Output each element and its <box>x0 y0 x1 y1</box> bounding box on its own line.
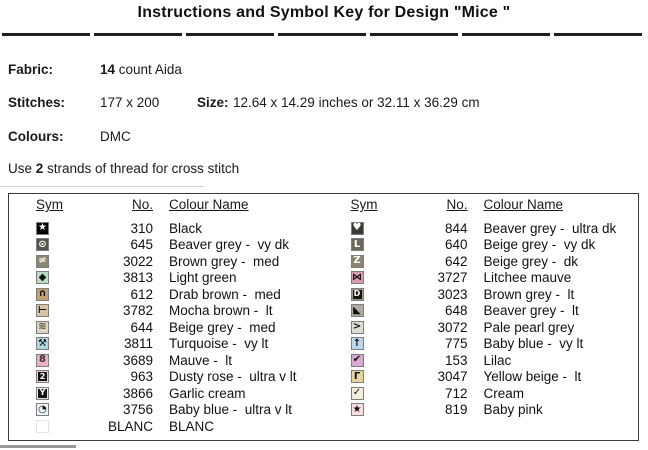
dmc-number: 3813 <box>122 270 153 286</box>
stitch-symbol-swatch: ✔ <box>351 354 364 367</box>
key-row <box>324 402 639 419</box>
strands-instruction <box>8 161 239 176</box>
colour-name: Beaver grey - lt <box>483 303 579 319</box>
dmc-number: 819 <box>444 402 468 418</box>
dmc-number: 3866 <box>122 385 153 401</box>
stitch-symbol-swatch: ◣ <box>351 304 364 317</box>
key-table-right-header <box>324 197 639 212</box>
dmc-number: 712 <box>444 385 468 401</box>
key-row <box>324 237 639 254</box>
stitch-symbol-swatch: ⊢ <box>37 304 48 316</box>
key-row <box>9 336 324 353</box>
col-header-no: No. <box>446 197 468 212</box>
key-row <box>9 402 324 419</box>
colour-name: Cream <box>483 385 525 401</box>
colour-name: Beige grey - dk <box>483 253 579 269</box>
colour-name: Pale pearl grey <box>483 319 575 335</box>
col-header-colour: Colour Name <box>169 197 249 212</box>
key-row <box>324 352 639 369</box>
colour-name: Lilac <box>483 352 512 368</box>
dmc-number: 844 <box>444 220 468 236</box>
colour-name: Brown grey - lt <box>483 286 575 302</box>
stitch-symbol-swatch <box>36 370 49 383</box>
stitch-symbol-swatch: L <box>351 238 364 251</box>
key-row <box>324 319 639 336</box>
stitch-symbol-swatch: Γ <box>351 370 364 383</box>
key-row <box>9 253 324 270</box>
colour-name: Baby blue - vy lt <box>483 336 584 352</box>
strands-suffix: strands of thread for cross stitch <box>43 161 240 176</box>
key-row <box>324 220 639 237</box>
stitch-symbol-swatch: ∩ <box>36 288 49 301</box>
colour-name: Light green <box>169 270 237 286</box>
key-row <box>9 418 324 435</box>
key-row <box>324 336 639 353</box>
dmc-number: 3047 <box>437 369 468 385</box>
dmc-number: 3782 <box>122 303 153 319</box>
key-row <box>324 369 639 386</box>
stitch-symbol-swatch <box>36 420 49 433</box>
stitch-symbol-swatch: ✓ <box>351 387 364 400</box>
symbol-key-table <box>8 193 639 441</box>
dmc-number: 3756 <box>122 402 153 418</box>
dmc-number: BLANC <box>107 418 153 434</box>
stitch-symbol-swatch <box>36 387 49 400</box>
dmc-number: 963 <box>130 369 153 385</box>
colour-name: Turquoise - vy lt <box>169 336 269 352</box>
stitch-symbol-swatch: ↑ <box>351 337 364 350</box>
stitch-symbol-swatch: ★ <box>351 403 364 416</box>
dmc-number: 644 <box>130 319 153 335</box>
stitch-symbol-swatch: ≋ <box>36 321 49 334</box>
colour-name: Litchee mauve <box>483 270 572 286</box>
key-row <box>9 352 324 369</box>
stitch-symbol-swatch: ⋈ <box>352 271 362 283</box>
colour-name: Baby pink <box>483 402 543 418</box>
stitch-symbol-swatch: ⊙ <box>36 238 49 251</box>
dmc-number: 153 <box>444 352 468 368</box>
col-header-colour: Colour Name <box>483 197 564 212</box>
dmc-number: 310 <box>130 220 153 236</box>
dmc-number: 642 <box>444 253 468 269</box>
stitch-symbol-swatch: 8 <box>36 354 49 367</box>
colour-name: Mocha brown - lt <box>169 303 273 319</box>
colour-name: Beige grey - med <box>169 319 276 335</box>
dmc-number: 612 <box>130 286 153 302</box>
key-row <box>324 270 639 287</box>
stitch-symbol-swatch: ★ <box>36 222 49 235</box>
colour-name: Mauve - lt <box>169 352 233 368</box>
faint-divider-line <box>0 186 205 187</box>
stitch-symbol-swatch: ⚒ <box>36 337 49 350</box>
strands-prefix: Use <box>8 161 36 176</box>
stitch-symbol-swatch <box>351 288 364 301</box>
stitch-symbol-swatch: > <box>351 321 364 334</box>
stitch-symbol-swatch: ◔ <box>36 403 49 416</box>
dmc-number: 645 <box>130 237 153 253</box>
colour-name: Dusty rose - ultra v lt <box>169 369 297 385</box>
key-row <box>9 270 324 287</box>
stitch-symbol-swatch: Z <box>351 255 364 268</box>
key-row <box>324 385 639 402</box>
dmc-number: 640 <box>444 237 468 253</box>
colour-name: Yellow beige - lt <box>483 369 582 385</box>
key-row <box>324 253 639 270</box>
colour-name: Brown grey - med <box>169 253 280 269</box>
stitch-symbol-glyph: 2 <box>39 371 46 381</box>
dmc-number: 3689 <box>122 352 153 368</box>
dmc-number: 3727 <box>437 270 468 286</box>
colour-name: BLANC <box>169 418 215 434</box>
colour-name: Drab brown - med <box>169 286 281 302</box>
key-table-left-half <box>9 194 324 440</box>
key-row <box>324 303 639 320</box>
fabric-type: count Aida <box>115 62 182 77</box>
fabric-value <box>100 62 182 77</box>
stitch-symbol-swatch: ♥ <box>351 222 364 235</box>
key-rows-right <box>324 220 639 418</box>
key-row <box>9 369 324 386</box>
dmc-number: 3811 <box>123 336 153 352</box>
colour-name: Garlic cream <box>169 385 246 401</box>
col-header-sym: Sym <box>350 197 378 212</box>
fabric-label: Fabric: <box>8 62 54 77</box>
dmc-number: 775 <box>444 336 468 352</box>
col-header-no: No. <box>131 197 153 212</box>
key-row <box>9 319 324 336</box>
key-table-left-header <box>9 197 324 212</box>
key-row <box>9 237 324 254</box>
colours-value: DMC <box>100 129 131 144</box>
bottom-edge-line <box>0 445 76 448</box>
key-row <box>9 220 324 237</box>
fabric-count: 14 <box>100 62 116 77</box>
key-rows-left <box>9 220 324 435</box>
key-row <box>9 286 324 303</box>
page-title: Instructions and Symbol Key for Design "Mice " <box>137 4 511 21</box>
colour-name: Beige grey - vy dk <box>483 237 596 253</box>
dmc-number: 3072 <box>437 319 468 335</box>
size-value: 12.64 x 14.29 inches or 32.11 x 36.29 cm <box>233 95 480 110</box>
dmc-number: 648 <box>444 303 468 319</box>
stitches-label: Stitches: <box>8 95 66 110</box>
colour-name: Baby blue - ultra v lt <box>169 402 293 418</box>
key-row <box>9 385 324 402</box>
colours-label: Colours: <box>8 129 64 144</box>
stitch-symbol-swatch: ≠ <box>36 255 49 268</box>
stitches-value: 177 x 200 <box>100 95 160 110</box>
colour-name: Beaver grey - ultra dk <box>483 220 617 236</box>
dmc-number: 3023 <box>437 286 468 302</box>
stitch-symbol-glyph: D <box>353 289 361 299</box>
key-table-right-half <box>324 194 639 440</box>
key-row <box>9 303 324 320</box>
stitch-symbol-swatch: ◆ <box>36 271 49 284</box>
stitch-symbol-glyph: Y <box>39 388 46 398</box>
size-label: Size: <box>197 95 229 110</box>
col-header-sym: Sym <box>36 197 63 212</box>
key-row <box>324 286 639 303</box>
strands-count: 2 <box>35 161 44 176</box>
colour-name: Black <box>169 220 203 236</box>
colour-name: Beaver grey - vy dk <box>169 237 290 253</box>
title-divider-line <box>2 33 646 36</box>
dmc-number: 3022 <box>122 253 153 269</box>
